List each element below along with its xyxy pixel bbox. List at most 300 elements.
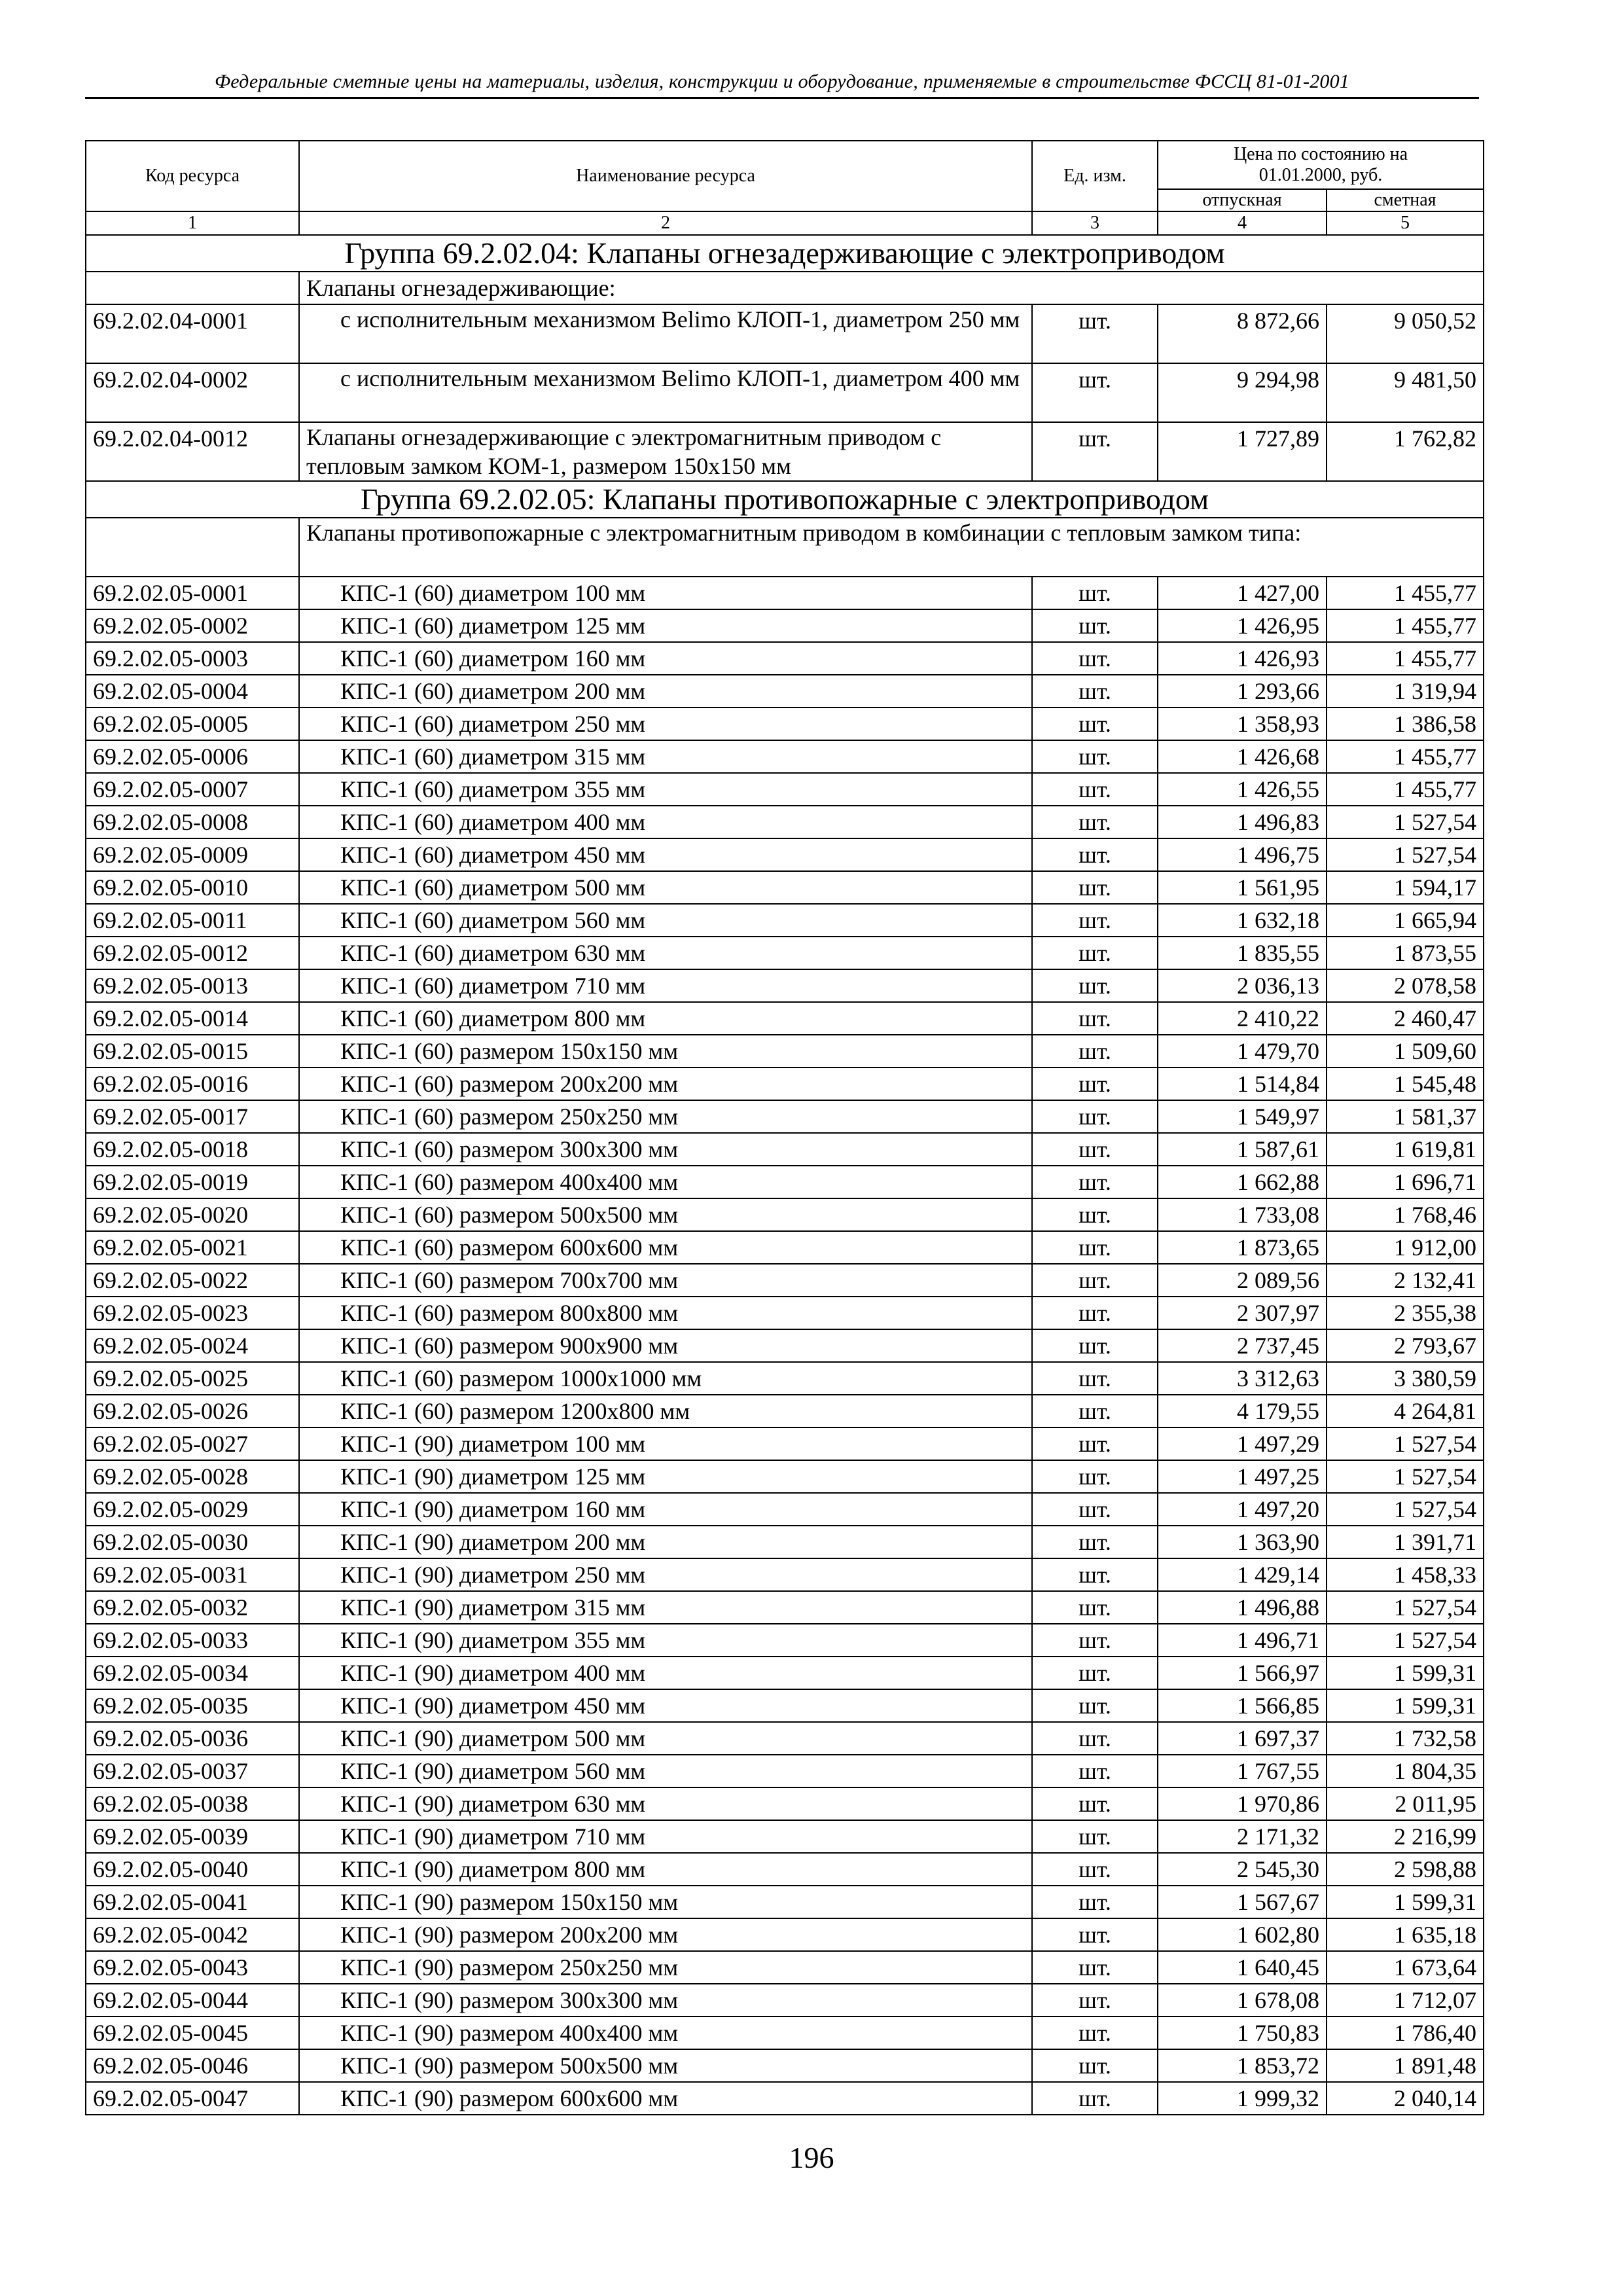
price-release: 1 549,97	[1158, 1100, 1327, 1133]
table-row	[86, 1951, 1484, 1984]
resource-code: 69.2.02.05-0030	[86, 1526, 299, 1558]
resource-name: КПС-1 (60) размером 150х150 мм	[299, 1035, 1032, 1067]
price-release: 1 678,08	[1158, 1984, 1327, 2017]
column-number: 4	[1158, 211, 1327, 235]
price-release: 1 496,75	[1158, 838, 1327, 871]
resource-unit: шт.	[1032, 422, 1158, 481]
resource-unit: шт.	[1032, 304, 1158, 363]
resource-code: 69.2.02.05-0005	[86, 708, 299, 740]
resource-code: 69.2.02.05-0034	[86, 1657, 299, 1689]
resource-name: КПС-1 (90) диаметром 315 мм	[299, 1591, 1032, 1624]
price-release: 1 497,20	[1158, 1493, 1327, 1526]
resource-name: Клапаны огнезадерживающие с электромагнитным приводом с тепловым замком КОМ-1, размером 150х150 мм	[299, 422, 1032, 481]
page-header: Федеральные сметные цены на материалы, изделия, конструкции и оборудование, применяемые в строительстве ФССЦ 81-01-2001	[85, 71, 1479, 99]
table-row	[86, 871, 1484, 904]
resource-code: 69.2.02.05-0002	[86, 609, 299, 642]
group-subtitle-row	[86, 272, 1484, 304]
price-release: 1 640,45	[1158, 1951, 1327, 1984]
table-row	[86, 1231, 1484, 1264]
resource-code: 69.2.02.05-0027	[86, 1427, 299, 1460]
price-estimate: 1 665,94	[1327, 904, 1484, 937]
resource-name: КПС-1 (90) диаметром 630 мм	[299, 1787, 1032, 1820]
price-release: 1 561,95	[1158, 871, 1327, 904]
group-subtitle: Клапаны противопожарные с электромагнитным приводом в комбинации с тепловым замком типа:	[299, 518, 1484, 577]
price-estimate: 2 460,47	[1327, 1002, 1484, 1035]
resource-unit: шт.	[1032, 1166, 1158, 1198]
resource-unit: шт.	[1032, 1395, 1158, 1427]
resource-name: КПС-1 (60) диаметром 100 мм	[299, 577, 1032, 609]
price-release: 1 426,68	[1158, 740, 1327, 773]
price-release: 1 999,32	[1158, 2082, 1327, 2115]
price-release: 1 514,84	[1158, 1067, 1327, 1100]
price-estimate: 1 391,71	[1327, 1526, 1484, 1558]
table-row	[86, 1493, 1484, 1526]
price-estimate: 1 319,94	[1327, 675, 1484, 708]
price-release: 1 426,55	[1158, 773, 1327, 806]
resource-code: 69.2.02.05-0025	[86, 1362, 299, 1395]
resource-name: КПС-1 (60) диаметром 400 мм	[299, 806, 1032, 838]
resource-unit: шт.	[1032, 708, 1158, 740]
price-release: 1 632,18	[1158, 904, 1327, 937]
price-release: 1 427,00	[1158, 577, 1327, 609]
table-row	[86, 1624, 1484, 1657]
resource-code: 69.2.02.05-0017	[86, 1100, 299, 1133]
resource-code: 69.2.02.05-0046	[86, 2049, 299, 2082]
price-estimate: 2 132,41	[1327, 1264, 1484, 1297]
resource-code: 69.2.02.05-0015	[86, 1035, 299, 1067]
price-estimate: 1 527,54	[1327, 1591, 1484, 1624]
table-row	[86, 1526, 1484, 1558]
price-release: 1 873,65	[1158, 1231, 1327, 1264]
table-row	[86, 642, 1484, 675]
resource-code: 69.2.02.05-0009	[86, 838, 299, 871]
resource-unit: шт.	[1032, 1886, 1158, 1918]
table-row	[86, 1035, 1484, 1067]
price-release: 1 566,97	[1158, 1657, 1327, 1689]
price-estimate: 4 264,81	[1327, 1395, 1484, 1427]
resource-unit: шт.	[1032, 1362, 1158, 1395]
header-code: Код ресурса	[86, 141, 299, 211]
resource-code: 69.2.02.05-0045	[86, 2017, 299, 2049]
price-release: 1 293,66	[1158, 675, 1327, 708]
price-estimate: 1 455,77	[1327, 577, 1484, 609]
resource-code: 69.2.02.05-0014	[86, 1002, 299, 1035]
group-subtitle: Клапаны огнезадерживающие:	[299, 272, 1484, 304]
resource-unit: шт.	[1032, 1133, 1158, 1166]
resource-unit: шт.	[1032, 642, 1158, 675]
resource-name: КПС-1 (90) размером 400х400 мм	[299, 2017, 1032, 2049]
price-estimate: 9 481,50	[1327, 363, 1484, 422]
column-numbers-row	[86, 211, 1484, 235]
price-estimate: 1 509,60	[1327, 1035, 1484, 1067]
resource-name: КПС-1 (60) диаметром 355 мм	[299, 773, 1032, 806]
resource-code: 69.2.02.05-0013	[86, 969, 299, 1002]
price-estimate: 1 673,64	[1327, 1951, 1484, 1984]
price-estimate: 2 793,67	[1327, 1329, 1484, 1362]
resource-unit: шт.	[1032, 1722, 1158, 1755]
price-release: 1 429,14	[1158, 1558, 1327, 1591]
resource-name: КПС-1 (60) диаметром 250 мм	[299, 708, 1032, 740]
table-row	[86, 1984, 1484, 2017]
resource-name: КПС-1 (90) диаметром 125 мм	[299, 1460, 1032, 1493]
resource-code: 69.2.02.05-0006	[86, 740, 299, 773]
price-estimate: 1 594,17	[1327, 871, 1484, 904]
table-row	[86, 1755, 1484, 1787]
resource-name: КПС-1 (90) размером 250х250 мм	[299, 1951, 1032, 1984]
resource-code: 69.2.02.05-0018	[86, 1133, 299, 1166]
table-row	[86, 1591, 1484, 1624]
resource-unit: шт.	[1032, 1493, 1158, 1526]
resource-unit: шт.	[1032, 1100, 1158, 1133]
resource-unit: шт.	[1032, 1427, 1158, 1460]
header-price: Цена по состоянию на 01.01.2000, руб.	[1158, 141, 1484, 189]
resource-unit: шт.	[1032, 1984, 1158, 2017]
resource-name: КПС-1 (90) диаметром 400 мм	[299, 1657, 1032, 1689]
price-estimate: 1 455,77	[1327, 740, 1484, 773]
price-estimate: 1 762,82	[1327, 422, 1484, 481]
resource-unit: шт.	[1032, 1002, 1158, 1035]
table-row	[86, 806, 1484, 838]
price-estimate: 1 455,77	[1327, 642, 1484, 675]
price-release: 2 036,13	[1158, 969, 1327, 1002]
table-row	[86, 1558, 1484, 1591]
resource-unit: шт.	[1032, 1264, 1158, 1297]
resource-code: 69.2.02.05-0047	[86, 2082, 299, 2115]
table-row	[86, 363, 1484, 422]
resource-unit: шт.	[1032, 1067, 1158, 1100]
price-estimate: 1 458,33	[1327, 1558, 1484, 1591]
table-row	[86, 1886, 1484, 1918]
resource-code: 69.2.02.04-0001	[86, 304, 299, 363]
header-price-estimate: сметная	[1327, 189, 1484, 211]
resource-name: КПС-1 (60) размером 300х300 мм	[299, 1133, 1032, 1166]
resource-unit: шт.	[1032, 2049, 1158, 2082]
resource-code: 69.2.02.05-0024	[86, 1329, 299, 1362]
table-row	[86, 1460, 1484, 1493]
price-release: 1 426,93	[1158, 642, 1327, 675]
resource-code: 69.2.02.05-0016	[86, 1067, 299, 1100]
price-estimate: 1 732,58	[1327, 1722, 1484, 1755]
resource-unit: шт.	[1032, 1820, 1158, 1853]
table-row	[86, 675, 1484, 708]
resource-name: КПС-1 (90) диаметром 100 мм	[299, 1427, 1032, 1460]
resource-name: КПС-1 (90) размером 600х600 мм	[299, 2082, 1032, 2115]
price-estimate: 2 355,38	[1327, 1297, 1484, 1329]
table-row	[86, 969, 1484, 1002]
resource-unit: шт.	[1032, 1657, 1158, 1689]
price-estimate: 1 455,77	[1327, 609, 1484, 642]
resource-code: 69.2.02.05-0001	[86, 577, 299, 609]
resource-unit: шт.	[1032, 2017, 1158, 2049]
table-row	[86, 1820, 1484, 1853]
price-estimate: 2 040,14	[1327, 2082, 1484, 2115]
resource-name: КПС-1 (60) размером 250х250 мм	[299, 1100, 1032, 1133]
column-number: 2	[299, 211, 1032, 235]
resource-name: КПС-1 (60) размером 1200х800 мм	[299, 1395, 1032, 1427]
resource-code: 69.2.02.05-0043	[86, 1951, 299, 1984]
resource-unit: шт.	[1032, 363, 1158, 422]
price-estimate: 1 527,54	[1327, 838, 1484, 871]
price-estimate: 1 768,46	[1327, 1198, 1484, 1231]
resource-name: КПС-1 (90) размером 500х500 мм	[299, 2049, 1032, 2082]
resource-name: КПС-1 (90) размером 300х300 мм	[299, 1984, 1032, 2017]
resource-name: КПС-1 (60) диаметром 630 мм	[299, 937, 1032, 969]
price-estimate: 1 912,00	[1327, 1231, 1484, 1264]
column-number: 3	[1032, 211, 1158, 235]
price-estimate: 1 527,54	[1327, 1493, 1484, 1526]
resource-code: 69.2.02.05-0019	[86, 1166, 299, 1198]
price-release: 2 737,45	[1158, 1329, 1327, 1362]
table-row	[86, 1264, 1484, 1297]
price-release: 1 497,25	[1158, 1460, 1327, 1493]
table-row	[86, 1362, 1484, 1395]
resource-unit: шт.	[1032, 937, 1158, 969]
resource-code: 69.2.02.05-0010	[86, 871, 299, 904]
resource-unit: шт.	[1032, 1558, 1158, 1591]
resource-unit: шт.	[1032, 806, 1158, 838]
resource-unit: шт.	[1032, 1035, 1158, 1067]
table-row	[86, 773, 1484, 806]
resource-name: КПС-1 (90) диаметром 560 мм	[299, 1755, 1032, 1787]
resource-name: КПС-1 (60) размером 1000х1000 мм	[299, 1362, 1032, 1395]
group-title: Группа 69.2.02.04: Клапаны огнезадерживающие с электроприводом	[86, 235, 1484, 272]
table-row	[86, 2049, 1484, 2082]
table-row	[86, 1198, 1484, 1231]
price-estimate: 1 804,35	[1327, 1755, 1484, 1787]
table-row	[86, 304, 1484, 363]
price-estimate: 1 599,31	[1327, 1657, 1484, 1689]
table-row	[86, 1133, 1484, 1166]
resource-unit: шт.	[1032, 969, 1158, 1002]
resource-name: КПС-1 (60) диаметром 125 мм	[299, 609, 1032, 642]
resource-code: 69.2.02.05-0026	[86, 1395, 299, 1427]
table-row	[86, 1689, 1484, 1722]
resource-name: КПС-1 (90) диаметром 710 мм	[299, 1820, 1032, 1853]
price-release: 1 662,88	[1158, 1166, 1327, 1198]
resource-name: КПС-1 (90) размером 150х150 мм	[299, 1886, 1032, 1918]
price-release: 1 567,67	[1158, 1886, 1327, 1918]
resource-code: 69.2.02.05-0032	[86, 1591, 299, 1624]
resource-unit: шт.	[1032, 1329, 1158, 1362]
resource-code: 69.2.02.05-0011	[86, 904, 299, 937]
price-release: 1 363,90	[1158, 1526, 1327, 1558]
resource-name: КПС-1 (60) диаметром 450 мм	[299, 838, 1032, 871]
resource-code: 69.2.02.04-0002	[86, 363, 299, 422]
table-row	[86, 577, 1484, 609]
resource-code: 69.2.02.05-0042	[86, 1918, 299, 1951]
price-estimate: 1 386,58	[1327, 708, 1484, 740]
resource-unit: шт.	[1032, 609, 1158, 642]
group-title-row	[86, 481, 1484, 518]
group-title-row	[86, 235, 1484, 272]
resource-code: 69.2.02.05-0020	[86, 1198, 299, 1231]
resource-unit: шт.	[1032, 1526, 1158, 1558]
resource-code: 69.2.02.05-0003	[86, 642, 299, 675]
table-row	[86, 740, 1484, 773]
resource-unit: шт.	[1032, 675, 1158, 708]
table-row	[86, 838, 1484, 871]
resource-name: КПС-1 (60) размером 900х900 мм	[299, 1329, 1032, 1362]
price-estimate: 1 635,18	[1327, 1918, 1484, 1951]
resource-code: 69.2.02.05-0036	[86, 1722, 299, 1755]
resource-name: КПС-1 (60) размером 500х500 мм	[299, 1198, 1032, 1231]
group-subtitle-row	[86, 518, 1484, 577]
price-table	[85, 140, 1484, 2115]
resource-name: КПС-1 (90) диаметром 250 мм	[299, 1558, 1032, 1591]
resource-unit: шт.	[1032, 1853, 1158, 1886]
price-release: 1 853,72	[1158, 2049, 1327, 2082]
table-row	[86, 1002, 1484, 1035]
resource-unit: шт.	[1032, 1591, 1158, 1624]
resource-unit: шт.	[1032, 838, 1158, 871]
resource-code: 69.2.02.05-0044	[86, 1984, 299, 2017]
price-release: 1 835,55	[1158, 937, 1327, 969]
resource-name: КПС-1 (90) диаметром 160 мм	[299, 1493, 1032, 1526]
price-release: 1 479,70	[1158, 1035, 1327, 1067]
resource-name: КПС-1 (90) размером 200х200 мм	[299, 1918, 1032, 1951]
resource-unit: шт.	[1032, 904, 1158, 937]
price-estimate: 1 696,71	[1327, 1166, 1484, 1198]
resource-unit: шт.	[1032, 1918, 1158, 1951]
price-release: 1 750,83	[1158, 2017, 1327, 2049]
price-estimate: 2 011,95	[1327, 1787, 1484, 1820]
price-release: 2 089,56	[1158, 1264, 1327, 1297]
header-name: Наименование ресурса	[299, 141, 1032, 211]
price-release: 2 545,30	[1158, 1853, 1327, 1886]
table-row	[86, 1395, 1484, 1427]
resource-code: 69.2.02.05-0012	[86, 937, 299, 969]
resource-unit: шт.	[1032, 1198, 1158, 1231]
resource-name: КПС-1 (60) диаметром 560 мм	[299, 904, 1032, 937]
resource-name: КПС-1 (60) диаметром 710 мм	[299, 969, 1032, 1002]
resource-name: КПС-1 (60) диаметром 160 мм	[299, 642, 1032, 675]
resource-code: 69.2.02.05-0021	[86, 1231, 299, 1264]
resource-code: 69.2.02.05-0007	[86, 773, 299, 806]
resource-code: 69.2.02.05-0039	[86, 1820, 299, 1853]
resource-code: 69.2.02.05-0040	[86, 1853, 299, 1886]
resource-unit: шт.	[1032, 1297, 1158, 1329]
price-release: 1 970,86	[1158, 1787, 1327, 1820]
resource-code: 69.2.02.05-0041	[86, 1886, 299, 1918]
table-row	[86, 609, 1484, 642]
price-estimate: 1 581,37	[1327, 1100, 1484, 1133]
table-row	[86, 1329, 1484, 1362]
price-estimate: 1 527,54	[1327, 1624, 1484, 1657]
price-release: 1 697,37	[1158, 1722, 1327, 1755]
price-release: 2 171,32	[1158, 1820, 1327, 1853]
resource-unit: шт.	[1032, 1231, 1158, 1264]
price-estimate: 1 599,31	[1327, 1689, 1484, 1722]
resource-unit: шт.	[1032, 871, 1158, 904]
price-estimate: 2 078,58	[1327, 969, 1484, 1002]
resource-name: КПС-1 (60) диаметром 315 мм	[299, 740, 1032, 773]
price-estimate: 1 527,54	[1327, 1460, 1484, 1493]
empty-cell	[86, 272, 299, 304]
resource-code: 69.2.02.05-0037	[86, 1755, 299, 1787]
header-unit: Ед. изм.	[1032, 141, 1158, 211]
price-release: 1 602,80	[1158, 1918, 1327, 1951]
resource-name: КПС-1 (90) диаметром 355 мм	[299, 1624, 1032, 1657]
resource-name: КПС-1 (60) размером 200х200 мм	[299, 1067, 1032, 1100]
price-estimate: 1 527,54	[1327, 806, 1484, 838]
table-row	[86, 1067, 1484, 1100]
resource-name: КПС-1 (60) диаметром 800 мм	[299, 1002, 1032, 1035]
resource-name: КПС-1 (90) диаметром 800 мм	[299, 1853, 1032, 1886]
price-estimate: 1 527,54	[1327, 1427, 1484, 1460]
price-release: 1 496,88	[1158, 1591, 1327, 1624]
resource-code: 69.2.02.05-0008	[86, 806, 299, 838]
resource-unit: шт.	[1032, 577, 1158, 609]
price-release: 8 872,66	[1158, 304, 1327, 363]
price-estimate: 1 545,48	[1327, 1067, 1484, 1100]
price-estimate: 2 598,88	[1327, 1853, 1484, 1886]
resource-code: 69.2.02.05-0035	[86, 1689, 299, 1722]
resource-unit: шт.	[1032, 773, 1158, 806]
table-row	[86, 1853, 1484, 1886]
price-release: 1 426,95	[1158, 609, 1327, 642]
price-release: 1 566,85	[1158, 1689, 1327, 1722]
price-estimate: 9 050,52	[1327, 304, 1484, 363]
resource-name: КПС-1 (60) диаметром 200 мм	[299, 675, 1032, 708]
price-release: 4 179,55	[1158, 1395, 1327, 1427]
resource-name: КПС-1 (60) диаметром 500 мм	[299, 871, 1032, 904]
price-estimate: 1 891,48	[1327, 2049, 1484, 2082]
resource-code: 69.2.02.05-0023	[86, 1297, 299, 1329]
resource-name: с исполнительным механизмом Belimo КЛОП-1, диаметром 250 мм	[299, 304, 1032, 363]
resource-code: 69.2.02.04-0012	[86, 422, 299, 481]
price-release: 3 312,63	[1158, 1362, 1327, 1395]
resource-name: КПС-1 (60) размером 600х600 мм	[299, 1231, 1032, 1264]
header-price-release: отпускная	[1158, 189, 1327, 211]
price-release: 1 587,61	[1158, 1133, 1327, 1166]
price-release: 1 497,29	[1158, 1427, 1327, 1460]
resource-unit: шт.	[1032, 1755, 1158, 1787]
table-row	[86, 937, 1484, 969]
resource-name: КПС-1 (60) размером 700х700 мм	[299, 1264, 1032, 1297]
resource-code: 69.2.02.05-0031	[86, 1558, 299, 1591]
price-release: 2 307,97	[1158, 1297, 1327, 1329]
resource-name: КПС-1 (90) диаметром 500 мм	[299, 1722, 1032, 1755]
price-release: 9 294,98	[1158, 363, 1327, 422]
price-estimate: 3 380,59	[1327, 1362, 1484, 1395]
resource-name: с исполнительным механизмом Belimo КЛОП-1, диаметром 400 мм	[299, 363, 1032, 422]
price-release: 1 733,08	[1158, 1198, 1327, 1231]
price-estimate: 1 712,07	[1327, 1984, 1484, 2017]
column-number: 5	[1327, 211, 1484, 235]
price-release: 1 496,83	[1158, 806, 1327, 838]
group-title: Группа 69.2.02.05: Клапаны противопожарные с электроприводом	[86, 481, 1484, 518]
empty-cell	[86, 518, 299, 577]
resource-unit: шт.	[1032, 1624, 1158, 1657]
table-row	[86, 904, 1484, 937]
resource-unit: шт.	[1032, 740, 1158, 773]
table-row	[86, 422, 1484, 481]
resource-name: КПС-1 (60) размером 400х400 мм	[299, 1166, 1032, 1198]
price-estimate: 1 599,31	[1327, 1886, 1484, 1918]
table-row	[86, 1166, 1484, 1198]
resource-unit: шт.	[1032, 1787, 1158, 1820]
resource-code: 69.2.02.05-0022	[86, 1264, 299, 1297]
price-release: 1 727,89	[1158, 422, 1327, 481]
price-release: 1 496,71	[1158, 1624, 1327, 1657]
resource-name: КПС-1 (60) размером 800х800 мм	[299, 1297, 1032, 1329]
price-estimate: 1 455,77	[1327, 773, 1484, 806]
resource-code: 69.2.02.05-0038	[86, 1787, 299, 1820]
resource-code: 69.2.02.05-0004	[86, 675, 299, 708]
resource-unit: шт.	[1032, 2082, 1158, 2115]
price-estimate: 1 786,40	[1327, 2017, 1484, 2049]
column-number: 1	[86, 211, 299, 235]
